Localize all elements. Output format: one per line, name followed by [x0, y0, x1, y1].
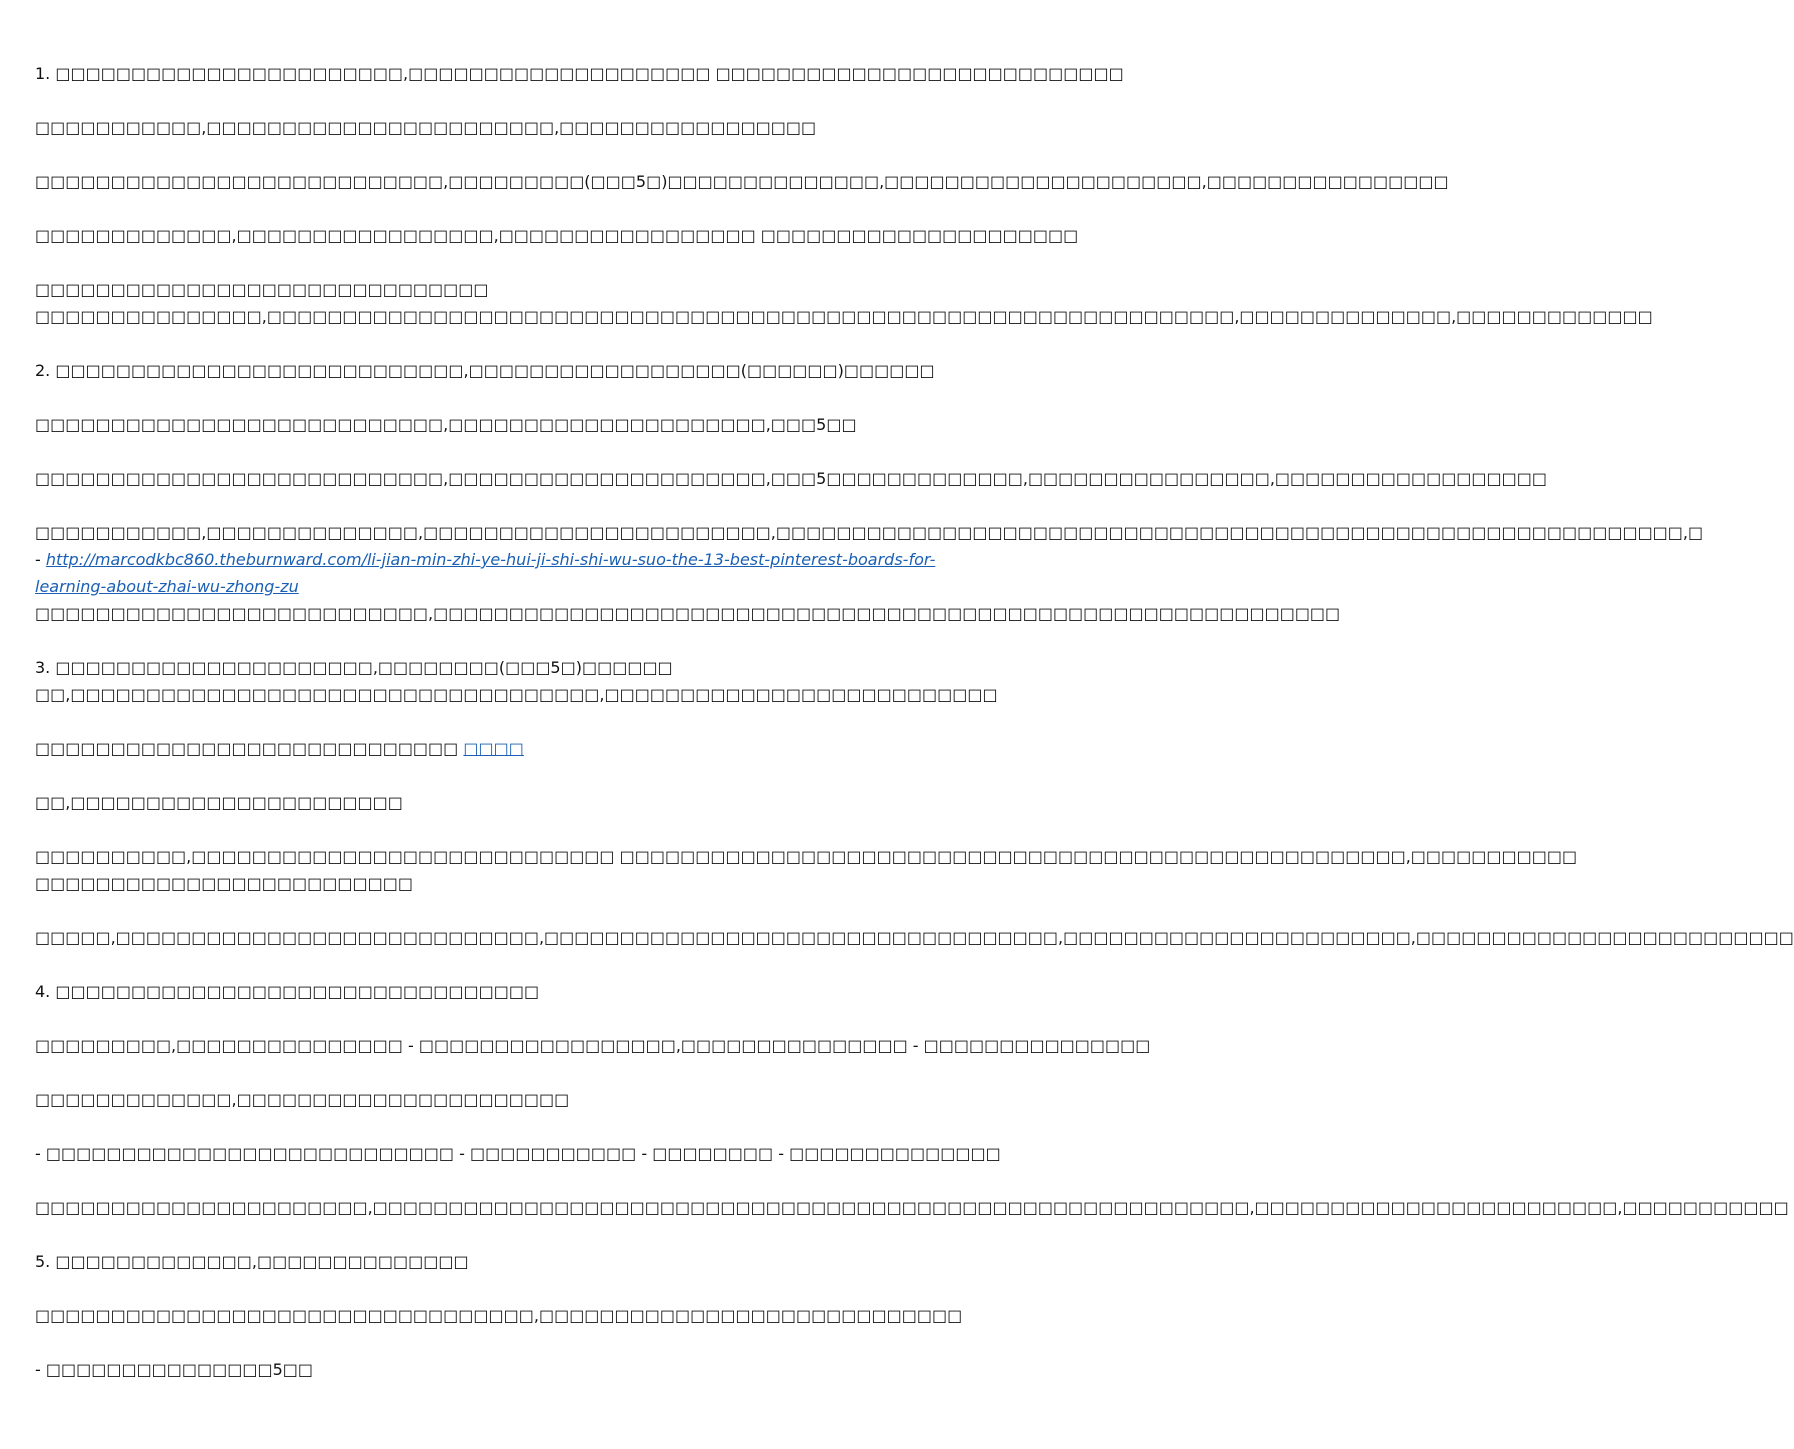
paragraph-15: [35, 1194, 1789, 1221]
text-line: □□□□□□□□□,□□□□□□□□□□□□□□□ - □□□□□□□□□□□□□□□□□,□□□□□□□□□□□□□□□ - □□□□□□□□□□□□□□□: [35, 1036, 1151, 1055]
paragraph-6: [35, 411, 990, 438]
paragraph-1: [35, 60, 1124, 87]
text-line: - □□□□□□□□□□□□□□□□□□□□□□□□□□□ - □□□□□□□□□□□ - □□□□□□□□ - □□□□□□□□□□□□□□: [35, 1144, 1001, 1163]
paragraph-11: [35, 924, 1794, 951]
paragraph-4: [35, 222, 1079, 249]
section-5-heading: [35, 1248, 990, 1275]
link-line-1: [35, 546, 990, 573]
text-line: □□□□□□□□□□□□□□□□□□□□□□□□□□□□□□□□□,□□□□□□□□□□□□□□□□□□□□□□□□□□□□: [35, 1306, 963, 1325]
text-line: □□□□□□□□□□□□□,□□□□□□□□□□□□□□□□□□□□□□: [35, 1090, 570, 1109]
text-line: □□□□□,□□□□□□□□□□□□□□□□□□□□□□□□□□□□,□□□□□□□□□□□□□□□□□□□□□□□□□□□□□□□□□□,□□□□□□□□□□□□□□□□□□□□□□□,□□□□□□□□□□□□□□□□□□□□□□□□□: [35, 928, 1794, 947]
external-link-continuation[interactable]: learning-about-zhai-wu-zhong-zu: [35, 577, 299, 596]
text-line: □□□□□□□□□□,□□□□□□□□□□□□□□□□□□□□□□□□□□□□ □□□□□□□□□□□□□□□□□□□□□□□□□□□□□□□□□□□□□□□□□□□□□□□□□□□□,□□□□□□□□□□□: [35, 847, 1578, 866]
text-line: □□,□□□□□□□□□□□□□□□□□□□□□□□□□□□□□□□□□□□,□□□□□□□□□□□□□□□□□□□□□□□□□□: [35, 685, 998, 704]
inline-link[interactable]: □□□□: [463, 739, 524, 758]
text-line: - □□□□□□□□□□□□□□□5□□: [35, 1360, 314, 1379]
text-line: □□□□□□□□□□□□□□□□□□□□□□□□□□□,□□□□□□□□□□□□□□□□□□□□□,□□□5□□: [35, 415, 857, 434]
external-link[interactable]: http://marcodkbc860.theburnward.com/li-jian-min-zhi-ye-hui-ji-shi-shi-wu-suo-the-13-best-pinterest-boards-for-: [45, 550, 936, 569]
section-4-heading: [35, 978, 990, 1005]
paragraph-17: [35, 1356, 990, 1383]
paragraph-16: [35, 1302, 990, 1329]
link-paragraph: [35, 546, 1341, 627]
text-line: [35, 735, 990, 762]
text-line: □□□□□□□□□□□,□□□□□□□□□□□□□□□□□□□□□□□,□□□□□□□□□□□□□□□□□: [35, 118, 817, 137]
document-page: [35, 60, 1794, 1440]
inline-link-paragraph: [35, 735, 990, 762]
link-prefix: -: [35, 550, 46, 569]
section-3-heading: [35, 654, 998, 708]
text-line: □□□□□□□□□□□□□□□□□□□□□□,□□□□□□□□□□□□□□□□□□□□□□□□□□□□□□□□□□□□□□□□□□□□□□□□□□□□□□□□□□,□□□□□□□□□□□□□□□□□□□□□□□□,□□□□□□□□□□□: [35, 1198, 1789, 1217]
text-line: □□□□□□□□□□□□□,□□□□□□□□□□□□□□□□□,□□□□□□□□□□□□□□□□□ □□□□□□□□□□□□□□□□□□□□□: [35, 226, 1079, 245]
paragraph-12: [35, 1032, 1151, 1059]
text-line: □□□□□□□□□□□,□□□□□□□□□□□□□□,□□□□□□□□□□□□□□□□□□□□□□□,□□□□□□□□□□□□□□□□□□□□□□□□□□□□□□□□□□□□□□□□□□□□□□□□□□□□□□□□□□□□,□: [35, 523, 1704, 542]
text-line: □□□□□□□□□□□□□□□□□□□□□□□□□□□□□□: [35, 280, 489, 299]
section-2-heading: [35, 357, 990, 384]
text-line: 1. □□□□□□□□□□□□□□□□□□□□□□□,□□□□□□□□□□□□□□□□□□□□ □□□□□□□□□□□□□□□□□□□□□□□□□□□: [35, 64, 1124, 83]
inline-text: □□□□□□□□□□□□□□□□□□□□□□□□□□□□: [35, 739, 464, 758]
paragraph-9: [35, 789, 990, 816]
paragraph-14: [35, 1140, 1001, 1167]
text-line: □□□□□□□□□□□□□□□□□□□□□□□□□□,□□□□□□□□□□□□□□□□□□□□□□□□□□□□□□□□□□□□□□□□□□□□□□□□□□□□□□□□□□□□: [35, 604, 1341, 623]
paragraph-13: [35, 1086, 990, 1113]
text-line: 5. □□□□□□□□□□□□□,□□□□□□□□□□□□□□: [35, 1252, 469, 1271]
text-line: □□□□□□□□□□□□□□□□□□□□□□□□□: [35, 874, 413, 893]
text-line: □□□□□□□□□□□□□□□,□□□□□□□□□□□□□□□□□□□□□□□□□□□□□□□□□□□□□□□□□□□□□□□□□□□□□□□□□□□□□□□□,□□□□□□□□□□□□□□,□□□□□□□□□□□□□: [35, 307, 1653, 326]
paragraph-2: [35, 114, 990, 141]
paragraph-5: [35, 276, 1653, 330]
paragraph-8: [35, 519, 1704, 546]
paragraph-7: [35, 465, 1548, 492]
link-line-2: [35, 573, 990, 600]
text-line: 3. □□□□□□□□□□□□□□□□□□□□□,□□□□□□□□(□□□5□)□□□□□□: [35, 658, 673, 677]
text-line: □□□□□□□□□□□□□□□□□□□□□□□□□□□,□□□□□□□□□(□□□5□)□□□□□□□□□□□□□□,□□□□□□□□□□□□□□□□□□□□□,□□□□□□□□□□□□□□□□: [35, 172, 1449, 191]
paragraph-10: [35, 843, 1578, 897]
text-line: 2. □□□□□□□□□□□□□□□□□□□□□□□□□□□,□□□□□□□□□□□□□□□□□□(□□□□□□)□□□□□□: [35, 361, 935, 380]
text-line: □□,□□□□□□□□□□□□□□□□□□□□□□: [35, 793, 403, 812]
text-line: 4. □□□□□□□□□□□□□□□□□□□□□□□□□□□□□□□□: [35, 982, 540, 1001]
text-line: □□□□□□□□□□□□□□□□□□□□□□□□□□□,□□□□□□□□□□□□□□□□□□□□□,□□□5□□□□□□□□□□□□□,□□□□□□□□□□□□□□□□,□□□□□□□□□□□□□□□□□□: [35, 469, 1548, 488]
paragraph-3: [35, 168, 1449, 195]
